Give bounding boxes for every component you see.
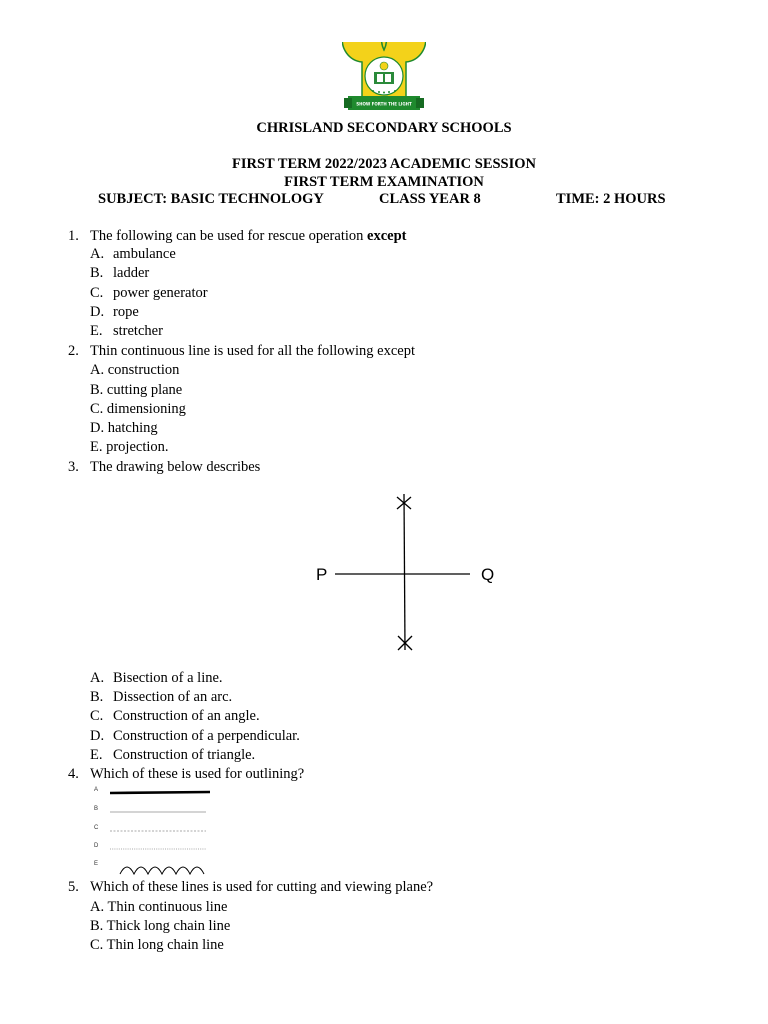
subject-label: SUBJECT: BASIC TECHNOLOGY: [98, 191, 324, 207]
q2-option-d: D. hatching: [90, 420, 158, 436]
q5-option-a: A. Thin continuous line: [90, 899, 228, 915]
q3-option-d: D. Construction of a perpendicular.: [90, 728, 300, 744]
question-2: [68, 343, 415, 360]
q3-option-b: B. Dissection of an arc.: [90, 689, 233, 705]
question-number: 4.: [68, 766, 79, 782]
point-p-label: P: [316, 565, 328, 584]
q1-option-b: B. ladder: [90, 265, 150, 281]
q4-line-option-c: C: [94, 825, 99, 831]
q3-option-a: A. Bisection of a line.: [90, 670, 223, 686]
question-text: The drawing below describes: [90, 459, 261, 475]
q1-option-d: D. rope: [90, 304, 139, 320]
q2-option-c: C. dimensioning: [90, 401, 186, 417]
q4-line-option-b: B: [94, 806, 99, 812]
q2-option-b: B. cutting plane: [90, 382, 183, 398]
question-number: 1.: [68, 228, 79, 244]
q3-option-e: E. Construction of triangle.: [90, 747, 256, 763]
question-number: 2.: [68, 343, 79, 359]
question-1: [68, 228, 406, 245]
exam-title: FIRST TERM EXAMINATION: [284, 174, 484, 190]
question-text: Thin continuous line is used for all the following except: [90, 343, 415, 359]
class-label: CLASS YEAR 8: [379, 191, 481, 207]
question-text: The following can be used for rescue operation: [90, 228, 368, 244]
session-title: FIRST TERM 2022/2023 ACADEMIC SESSION: [231, 156, 537, 172]
question-4: [68, 766, 304, 783]
bisector-line: [404, 494, 405, 650]
question-text: Which of these lines is used for cutting and viewing plane?: [90, 879, 434, 895]
q1-option-a: A. ambulance: [90, 246, 176, 262]
question-5: [68, 879, 433, 896]
school-logo: [342, 42, 426, 120]
school-name: CHRISLAND SECONDARY SCHOOLS: [256, 120, 512, 136]
q4-line-option-a: A: [94, 786, 224, 800]
question-text: Which of these is used for outlining?: [90, 766, 305, 782]
question-number: 3.: [68, 459, 79, 475]
q2-option-e: E. projection.: [90, 439, 169, 455]
q4-line-option-d: D: [94, 843, 99, 849]
svg-text:SHOW FORTH THE LIGHT: SHOW FORTH THE LIGHT: [356, 101, 412, 107]
question-3: [68, 459, 260, 476]
question-emphasis: except: [367, 228, 407, 244]
q5-option-b: B. Thick long chain line: [90, 918, 231, 934]
point-q-label: Q: [481, 565, 495, 584]
q1-option-e: E. stretcher: [90, 323, 163, 339]
q2-option-a: A. construction: [90, 362, 180, 378]
q4-line-option-e: E: [94, 860, 224, 874]
q3-option-c: C. Construction of an angle.: [90, 708, 260, 724]
question-number: 5.: [68, 879, 79, 895]
perpendicular-bisector-diagram: [290, 478, 530, 668]
q1-option-c: C. power generator: [90, 285, 208, 301]
q5-option-c: C. Thin long chain line: [90, 937, 224, 953]
time-label: TIME: 2 HOURS: [556, 191, 666, 207]
